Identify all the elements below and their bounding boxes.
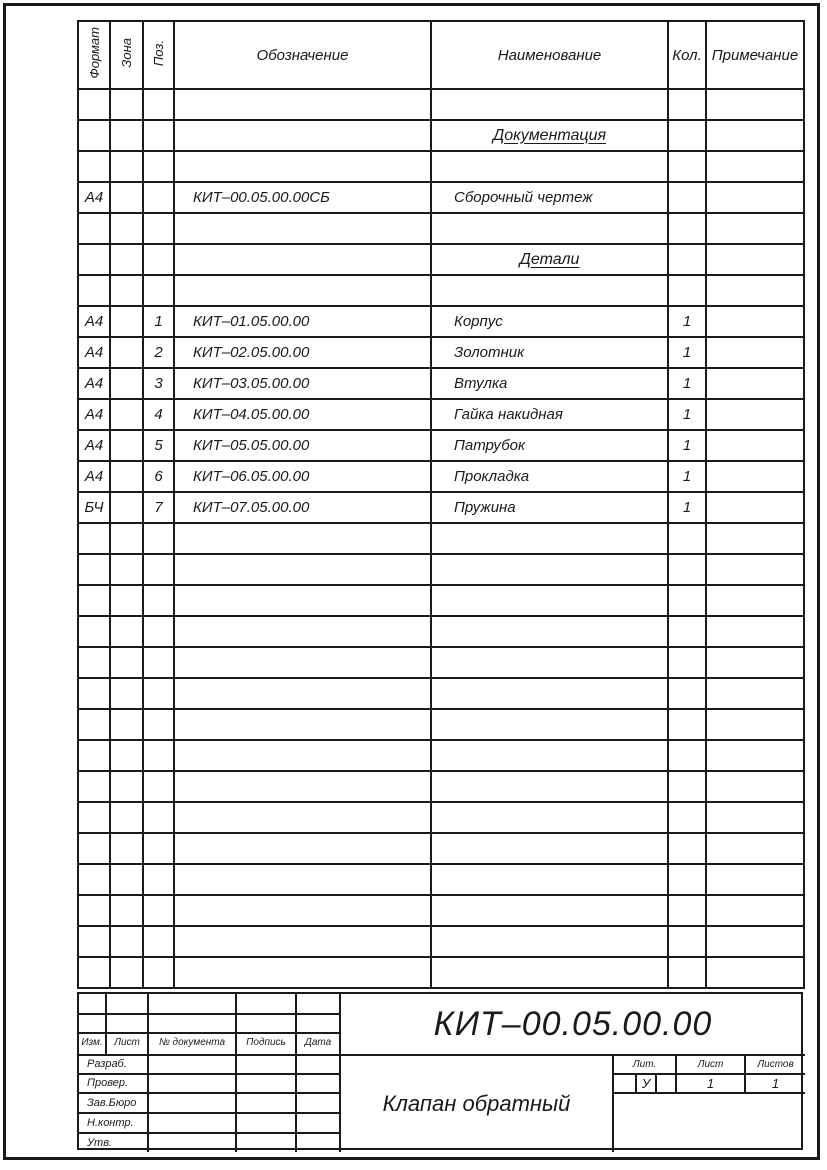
spec-cell-note: [706, 306, 804, 337]
spec-cell-note: [706, 461, 804, 492]
sheets-label: Листов: [757, 1058, 794, 1070]
spec-cell-zone: [110, 151, 143, 182]
spec-cell-designation: [174, 120, 431, 151]
spec-cell-name: [431, 275, 668, 306]
spec-cell-format: А4: [78, 306, 110, 337]
spec-cell-name: [431, 895, 668, 926]
spec-cell-zone: [110, 430, 143, 461]
header-pos: Поз.: [143, 21, 174, 89]
spec-cell-pos: [143, 740, 174, 771]
spec-cell-qty: [668, 213, 706, 244]
spec-row-empty: [78, 554, 804, 585]
spec-cell-name: [431, 709, 668, 740]
spec-cell-note: [706, 120, 804, 151]
section-title: Документация: [492, 126, 607, 144]
sig-label-checked: Провер.: [87, 1077, 128, 1089]
sheet-label: Лист: [697, 1058, 724, 1070]
spec-cell-format: [78, 554, 110, 585]
spec-cell-pos: [143, 802, 174, 833]
spec-cell-note: [706, 895, 804, 926]
spec-row-empty: [78, 213, 804, 244]
spec-cell-zone: [110, 275, 143, 306]
spec-row-empty: [78, 833, 804, 864]
spec-cell-name: [431, 89, 668, 120]
spec-cell-format: [78, 89, 110, 120]
spec-cell-name: [431, 213, 668, 244]
spec-cell-format: [78, 709, 110, 740]
spec-cell-pos: [143, 213, 174, 244]
spec-cell-note: [706, 89, 804, 120]
spec-row-item: [78, 461, 804, 492]
product-name: Клапан обратный: [382, 1091, 571, 1116]
spec-cell-qty: [668, 771, 706, 802]
spec-cell-note: [706, 647, 804, 678]
spec-cell-name: Пружина: [431, 492, 668, 523]
spec-cell-zone: [110, 895, 143, 926]
spec-cell-name: Корпус: [431, 306, 668, 337]
spec-cell-pos: 6: [143, 461, 174, 492]
spec-row-empty: [78, 864, 804, 895]
spec-cell-format: [78, 833, 110, 864]
spec-cell-pos: [143, 647, 174, 678]
rev-header-date: Дата: [304, 1037, 332, 1048]
rev-header-signature: Подпись: [246, 1037, 286, 1048]
spec-cell-name: [431, 151, 668, 182]
spec-cell-name: [431, 833, 668, 864]
spec-cell-pos: [143, 554, 174, 585]
spec-cell-qty: [668, 864, 706, 895]
spec-cell-format: [78, 585, 110, 616]
spec-cell-format: [78, 523, 110, 554]
spec-cell-format: А4: [78, 461, 110, 492]
spec-cell-pos: [143, 616, 174, 647]
spec-cell-pos: [143, 120, 174, 151]
spec-cell-note: [706, 368, 804, 399]
spec-cell-name: [431, 926, 668, 957]
spec-cell-qty: 1: [668, 368, 706, 399]
spec-cell-designation: [174, 833, 431, 864]
spec-cell-note: [706, 957, 804, 988]
spec-cell-pos: [143, 678, 174, 709]
spec-row-section: [78, 120, 804, 151]
spec-cell-pos: 1: [143, 306, 174, 337]
spec-cell-format: А4: [78, 430, 110, 461]
spec-cell-pos: 5: [143, 430, 174, 461]
spec-cell-format: [78, 244, 110, 275]
organization-cell: [614, 1094, 805, 1152]
sheets-value: 1: [771, 1076, 780, 1091]
spec-cell-pos: [143, 926, 174, 957]
spec-cell-zone: [110, 585, 143, 616]
spec-cell-name: [431, 678, 668, 709]
spec-cell-designation: [174, 926, 431, 957]
header-designation: Обозначение: [174, 21, 431, 89]
rev-header-docnum: № документа: [158, 1037, 226, 1048]
spec-cell-qty: 1: [668, 306, 706, 337]
spec-row-empty: [78, 89, 804, 120]
spec-cell-zone: [110, 802, 143, 833]
spec-cell-qty: [668, 585, 706, 616]
spec-cell-pos: [143, 151, 174, 182]
spec-row-empty: [78, 678, 804, 709]
spec-cell-qty: [668, 275, 706, 306]
grid-line: [655, 1073, 657, 1092]
spec-cell-format: [78, 647, 110, 678]
spec-cell-qty: [668, 802, 706, 833]
spec-cell-designation: [174, 585, 431, 616]
spec-row-item: [78, 182, 804, 213]
spec-cell-note: [706, 771, 804, 802]
spec-cell-note: [706, 275, 804, 306]
spec-cell-qty: 1: [668, 492, 706, 523]
spec-cell-qty: [668, 182, 706, 213]
spec-cell-zone: [110, 120, 143, 151]
spec-cell-pos: [143, 275, 174, 306]
spec-cell-pos: [143, 89, 174, 120]
spec-cell-zone: [110, 771, 143, 802]
spec-cell-format: [78, 213, 110, 244]
header-name: Наименование: [431, 21, 668, 89]
spec-cell-name: Втулка: [431, 368, 668, 399]
spec-cell-pos: [143, 182, 174, 213]
spec-cell-note: [706, 926, 804, 957]
spec-cell-pos: 7: [143, 492, 174, 523]
spec-cell-pos: [143, 585, 174, 616]
spec-cell-format: [78, 802, 110, 833]
spec-cell-qty: [668, 244, 706, 275]
spec-cell-qty: [668, 895, 706, 926]
spec-row-item: [78, 399, 804, 430]
spec-row-empty: [78, 647, 804, 678]
spec-row-empty: [78, 926, 804, 957]
spec-cell-zone: [110, 306, 143, 337]
spec-cell-zone: [110, 492, 143, 523]
spec-cell-name: Патрубок: [431, 430, 668, 461]
header-qty: Кол.: [668, 21, 706, 89]
spec-cell-designation: [174, 709, 431, 740]
spec-cell-designation: [174, 647, 431, 678]
spec-cell-pos: 3: [143, 368, 174, 399]
spec-cell-name: [431, 523, 668, 554]
spec-cell-note: [706, 213, 804, 244]
spec-row-empty: [78, 895, 804, 926]
spec-cell-zone: [110, 337, 143, 368]
spec-cell-qty: [668, 647, 706, 678]
spec-cell-pos: [143, 895, 174, 926]
spec-cell-format: [78, 771, 110, 802]
spec-cell-designation: КИТ–06.05.00.00: [174, 461, 431, 492]
header-note: Примечание: [706, 21, 804, 89]
spec-cell-designation: [174, 678, 431, 709]
spec-cell-note: [706, 182, 804, 213]
spec-cell-note: [706, 523, 804, 554]
spec-cell-note: [706, 709, 804, 740]
spec-cell-designation: КИТ–01.05.00.00: [174, 306, 431, 337]
spec-cell-note: [706, 399, 804, 430]
spec-cell-name: Золотник: [431, 337, 668, 368]
spec-cell-pos: 2: [143, 337, 174, 368]
spec-cell-zone: [110, 554, 143, 585]
spec-cell-designation: [174, 771, 431, 802]
spec-cell-designation: [174, 616, 431, 647]
spec-row-empty: [78, 151, 804, 182]
spec-cell-name: [431, 771, 668, 802]
spec-cell-format: А4: [78, 399, 110, 430]
spec-cell-zone: [110, 399, 143, 430]
spec-cell-qty: [668, 740, 706, 771]
spec-cell-qty: [668, 523, 706, 554]
spec-cell-designation: КИТ–05.05.00.00: [174, 430, 431, 461]
spec-row-empty: [78, 957, 804, 988]
spec-cell-pos: [143, 523, 174, 554]
spec-cell-pos: [143, 244, 174, 275]
spec-cell-pos: 4: [143, 399, 174, 430]
spec-cell-qty: [668, 678, 706, 709]
spec-cell-zone: [110, 740, 143, 771]
document-code: КИТ–00.05.00.00: [433, 1005, 713, 1043]
spec-cell-note: [706, 802, 804, 833]
spec-cell-format: [78, 275, 110, 306]
spec-cell-designation: [174, 244, 431, 275]
spec-cell-name: [431, 120, 668, 151]
spec-cell-format: [78, 895, 110, 926]
spec-cell-format: А4: [78, 182, 110, 213]
section-title: Детали: [519, 250, 580, 268]
spec-cell-designation: [174, 523, 431, 554]
spec-table-body: [78, 89, 804, 988]
spec-cell-pos: [143, 957, 174, 988]
spec-cell-zone: [110, 926, 143, 957]
spec-cell-note: [706, 678, 804, 709]
spec-row-empty: [78, 740, 804, 771]
spec-cell-designation: [174, 802, 431, 833]
spec-cell-note: [706, 585, 804, 616]
spec-cell-note: [706, 864, 804, 895]
spec-cell-note: [706, 554, 804, 585]
spec-cell-zone: [110, 461, 143, 492]
spec-cell-name: [431, 740, 668, 771]
spec-cell-zone: [110, 89, 143, 120]
spec-cell-note: [706, 616, 804, 647]
spec-cell-format: [78, 926, 110, 957]
spec-cell-note: [706, 244, 804, 275]
title-block: [77, 992, 803, 1150]
spec-cell-format: БЧ: [78, 492, 110, 523]
spec-cell-format: [78, 864, 110, 895]
spec-cell-name: [431, 957, 668, 988]
lit-value: У: [641, 1076, 651, 1091]
spec-cell-qty: [668, 89, 706, 120]
spec-row-empty: [78, 709, 804, 740]
spec-cell-qty: [668, 120, 706, 151]
spec-row-empty: [78, 275, 804, 306]
spec-cell-zone: [110, 616, 143, 647]
spec-cell-name: Гайка накидная: [431, 399, 668, 430]
spec-cell-format: [78, 151, 110, 182]
header-zone: Зона: [110, 21, 143, 89]
spec-cell-zone: [110, 213, 143, 244]
spec-cell-designation: [174, 151, 431, 182]
spec-cell-qty: 1: [668, 399, 706, 430]
sig-label-bureau-head: Зав.Бюро: [87, 1096, 137, 1109]
spec-row-empty: [78, 771, 804, 802]
spec-cell-note: [706, 430, 804, 461]
spec-cell-note: [706, 492, 804, 523]
spec-row-item: [78, 430, 804, 461]
sig-label-norm-control: Н.контр.: [87, 1116, 134, 1129]
spec-cell-qty: [668, 957, 706, 988]
sig-label-approved: Утв.: [87, 1136, 112, 1149]
spec-row-item: [78, 337, 804, 368]
spec-row-empty: [78, 616, 804, 647]
spec-cell-qty: [668, 833, 706, 864]
spec-cell-designation: [174, 554, 431, 585]
spec-cell-format: [78, 678, 110, 709]
spec-cell-qty: 1: [668, 337, 706, 368]
sheet-value: 1: [706, 1076, 715, 1091]
spec-cell-designation: [174, 957, 431, 988]
spec-cell-pos: [143, 709, 174, 740]
spec-cell-format: [78, 957, 110, 988]
spec-cell-format: [78, 120, 110, 151]
spec-cell-zone: [110, 368, 143, 399]
rev-header-izm: Изм.: [81, 1037, 103, 1048]
spec-cell-name: [431, 585, 668, 616]
spec-cell-name: [431, 864, 668, 895]
spec-cell-zone: [110, 523, 143, 554]
spec-cell-designation: КИТ–00.05.00.00СБ: [174, 182, 431, 213]
spec-cell-format: А4: [78, 368, 110, 399]
spec-cell-zone: [110, 833, 143, 864]
spec-cell-qty: [668, 926, 706, 957]
spec-cell-zone: [110, 957, 143, 988]
spec-cell-designation: КИТ–03.05.00.00: [174, 368, 431, 399]
spec-cell-designation: [174, 275, 431, 306]
lit-label: Лит.: [632, 1058, 657, 1070]
spec-cell-pos: [143, 833, 174, 864]
spec-cell-qty: [668, 709, 706, 740]
spec-cell-name: [431, 647, 668, 678]
spec-row-empty: [78, 802, 804, 833]
spec-cell-pos: [143, 771, 174, 802]
spec-cell-name: [431, 554, 668, 585]
spec-cell-designation: [174, 89, 431, 120]
spec-cell-zone: [110, 678, 143, 709]
spec-cell-note: [706, 740, 804, 771]
spec-cell-name: Прокладка: [431, 461, 668, 492]
spec-cell-name: [431, 616, 668, 647]
spec-row-item: [78, 368, 804, 399]
spec-cell-qty: 1: [668, 430, 706, 461]
spec-cell-note: [706, 337, 804, 368]
spec-row-item: [78, 492, 804, 523]
rev-header-list: Лист: [114, 1037, 140, 1048]
spec-cell-pos: [143, 864, 174, 895]
spec-cell-designation: КИТ–02.05.00.00: [174, 337, 431, 368]
spec-cell-designation: [174, 740, 431, 771]
spec-cell-name: [431, 244, 668, 275]
spec-cell-designation: [174, 213, 431, 244]
spec-cell-zone: [110, 864, 143, 895]
spec-cell-format: А4: [78, 337, 110, 368]
spec-table: [77, 20, 805, 989]
spec-cell-qty: [668, 151, 706, 182]
spec-cell-qty: [668, 616, 706, 647]
spec-cell-zone: [110, 709, 143, 740]
spec-cell-zone: [110, 244, 143, 275]
spec-cell-note: [706, 833, 804, 864]
spec-cell-designation: [174, 895, 431, 926]
spec-row-section: [78, 244, 804, 275]
spec-cell-qty: 1: [668, 461, 706, 492]
spec-table-header: [78, 21, 804, 89]
spec-cell-name: Сборочный чертеж: [431, 182, 668, 213]
spec-cell-designation: [174, 864, 431, 895]
grid-line: [79, 1013, 339, 1015]
spec-cell-zone: [110, 647, 143, 678]
spec-cell-name: [431, 802, 668, 833]
header-format: Формат: [78, 21, 110, 89]
spec-row-empty: [78, 523, 804, 554]
spec-cell-note: [706, 151, 804, 182]
spec-row-empty: [78, 585, 804, 616]
spec-row-item: [78, 306, 804, 337]
spec-cell-format: [78, 740, 110, 771]
spec-cell-zone: [110, 182, 143, 213]
spec-cell-designation: КИТ–07.05.00.00: [174, 492, 431, 523]
sig-label-developed: Разраб.: [87, 1058, 127, 1070]
spec-cell-designation: КИТ–04.05.00.00: [174, 399, 431, 430]
spec-cell-qty: [668, 554, 706, 585]
spec-cell-format: [78, 616, 110, 647]
